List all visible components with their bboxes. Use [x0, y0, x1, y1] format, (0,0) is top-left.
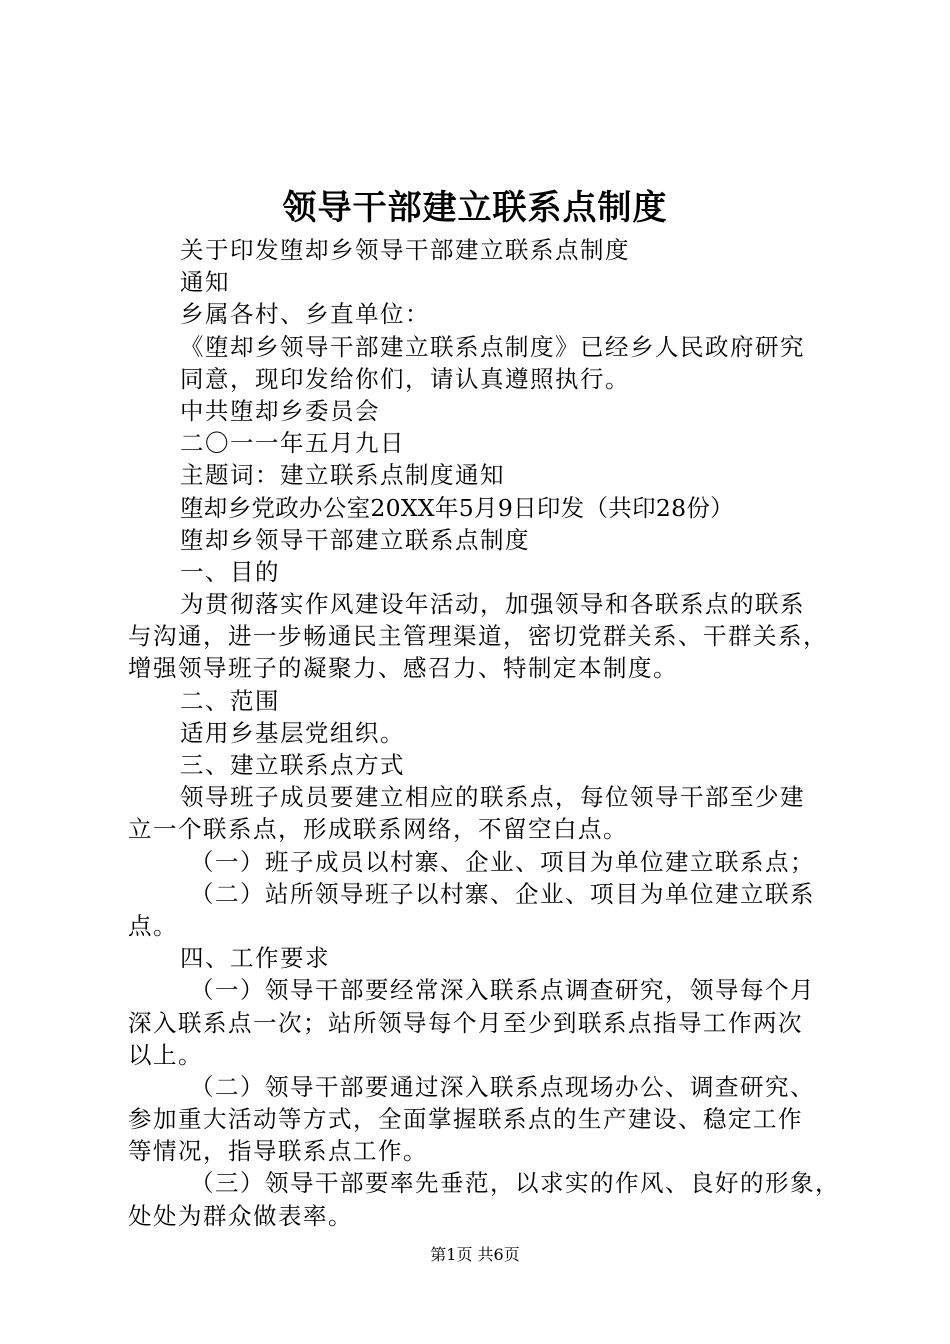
body-line: 参加重大活动等方式，全面掌握联系点的生产建设、稳定工作 — [128, 1105, 803, 1134]
body-line: 二、范围 — [180, 686, 280, 715]
body-line: 为贯彻落实作风建设年活动，加强领导和各联系点的联系 — [180, 590, 805, 619]
page-footer: 第1页 共6页 — [430, 1245, 520, 1264]
body-line: 《堕却乡领导干部建立联系点制度》已经乡人民政府研究 — [180, 332, 805, 361]
body-line: （二）领导干部要通过深入联系点现场办公、调查研究、 — [190, 1072, 815, 1101]
body-line: 中共堕却乡委员会 — [180, 396, 380, 425]
body-line: 堕却乡领导干部建立联系点制度 — [180, 525, 530, 554]
body-line: 深入联系点一次；站所领导每个月至少到联系点指导工作两次 — [128, 1008, 803, 1037]
body-line: 二〇一一年五月九日 — [180, 429, 405, 458]
body-line: 乡属各村、乡直单位： — [180, 300, 430, 329]
document-body — [128, 234, 840, 1232]
body-line: 等情况，指导联系点工作。 — [128, 1137, 428, 1166]
body-line: 主题词：建立联系点制度通知 — [180, 461, 505, 490]
body-line: 关于印发堕却乡领导干部建立联系点制度 — [180, 236, 630, 264]
body-line: 四、工作要求 — [180, 944, 330, 973]
body-line: 增强领导班子的凝聚力、感召力、特制定本制度。 — [128, 654, 678, 683]
body-line: 与沟通，进一步畅通民主管理渠道，密切党群关系、干群关系， — [128, 622, 828, 651]
body-line: （三）领导干部要率先垂范，以求实的作风、良好的形象， — [190, 1169, 840, 1198]
body-line: 领导班子成员要建立相应的联系点，每位领导干部至少建 — [180, 783, 805, 812]
body-line: 立一个联系点，形成联系网络，不留空白点。 — [128, 815, 628, 844]
body-line: 处处为群众做表率。 — [128, 1201, 353, 1230]
body-line: 以上。 — [128, 1040, 203, 1069]
document-title: 领导干部建立联系点制度 — [282, 188, 668, 228]
body-line: 适用乡基层党组织。 — [180, 718, 405, 747]
body-line: 堕却乡党政办公室20XX年5月9日印发（共印28份） — [180, 493, 734, 522]
body-line: 同意，现印发给你们，请认真遵照执行。 — [180, 364, 630, 393]
body-line: （一）领导干部要经常深入联系点调查研究，领导每个月 — [190, 976, 815, 1005]
body-line: 通知 — [180, 268, 230, 297]
body-line: （一）班子成员以村寨、企业、项目为单位建立联系点； — [190, 847, 815, 876]
body-line: 一、目的 — [180, 557, 280, 586]
body-line: 点。 — [128, 911, 178, 940]
body-line: （二）站所领导班子以村寨、企业、项目为单位建立联系 — [190, 879, 815, 908]
body-line: 三、建立联系点方式 — [180, 751, 405, 779]
